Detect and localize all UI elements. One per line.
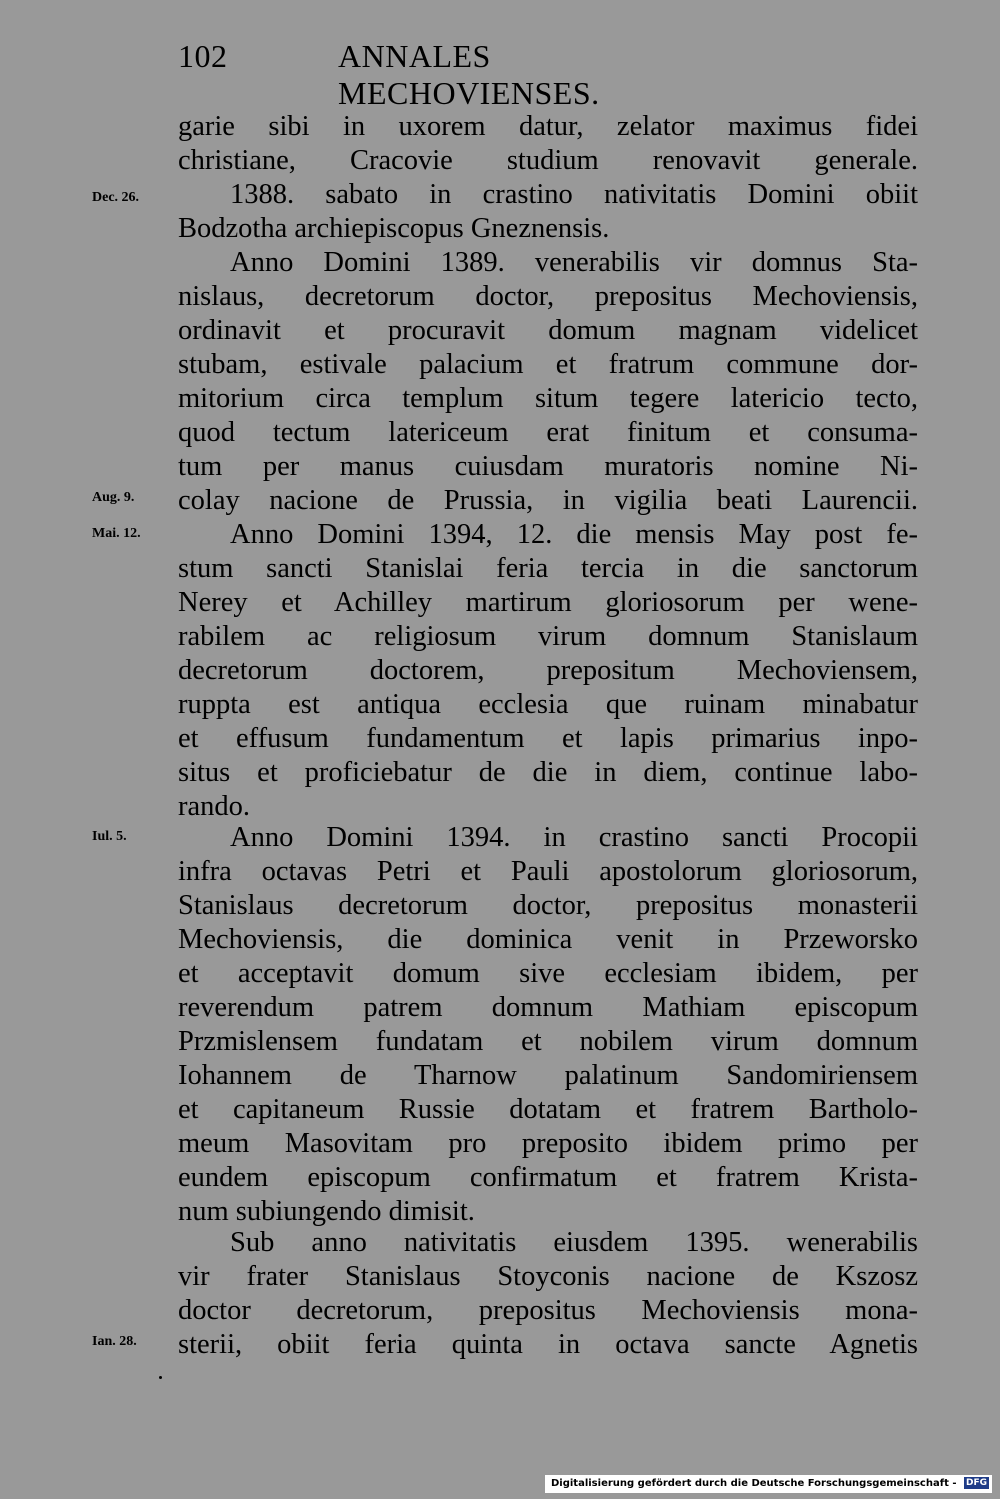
text-line: rando. [178, 791, 251, 822]
credit-text: Digitalisierung gefördert durch die Deutsche Forschungsgemeinschaft - [550, 1478, 957, 1489]
text-line: Mechoviensis, die dominica venit in Przeworsko [178, 924, 918, 955]
text-line: et effusum fundamentum et lapis primarius inpo- [178, 723, 918, 754]
text-line: mitorium circa templum situm tegere latericio tecto, [178, 383, 918, 414]
text-line: reverendum patrem domnum Mathiam episcopum [178, 992, 918, 1023]
text-line: num subiungendo dimisit. [178, 1196, 475, 1227]
text-line: Sub anno nativitatis eiusdem 1395. wenerabilis [230, 1227, 918, 1258]
text-line: vir frater Stanislaus Stoyconis nacione de Kszosz [178, 1261, 918, 1292]
text-line: Anno Domini 1394. in crastino sancti Procopii [230, 822, 918, 853]
margin-note: Aug. 9. [92, 490, 135, 505]
text-line: Przmislensem fundatam et nobilem virum domnum [178, 1026, 918, 1057]
digitization-credit [545, 1475, 992, 1493]
text-line: 1388. sabato in crastino nativitatis Domini obiit [230, 179, 918, 210]
text-line: Anno Domini 1389. venerabilis vir domnus Sta- [230, 247, 918, 278]
text-line: garie sibi in uxorem datur, zelator maximus fidei [178, 111, 918, 142]
page-header [178, 38, 738, 111]
text-line: infra octavas Petri et Pauli apostolorum gloriosorum, [178, 856, 918, 887]
dfg-logo: DFG [965, 1478, 987, 1488]
margin-note: Dec. 26. [92, 190, 140, 205]
running-title: ANNALES MECHOVIENSES. [338, 38, 600, 111]
text-line: Anno Domini 1394, 12. die mensis May post fe- [230, 519, 918, 550]
text-line: ordinavit et procuravit domum magnam videlicet [178, 315, 918, 346]
margin-note: Ian. 28. [92, 1334, 137, 1349]
text-line: stum sancti Stanislai feria tercia in die sanctorum [178, 553, 918, 584]
text-line: christiane, Cracovie studium renovavit generale. [178, 145, 918, 176]
text-line: doctor decretorum, prepositus Mechoviensis mona- [178, 1295, 918, 1326]
text-line: et acceptavit domum sive ecclesiam ibidem, per [178, 958, 918, 989]
text-line: Bodzotha archiepiscopus Gneznensis. [178, 213, 610, 244]
text-line: et capitaneum Russie dotatam et fratrem Bartholo- [178, 1094, 918, 1125]
margin-note: Iul. 5. [92, 829, 127, 844]
scan-speck [159, 1376, 162, 1379]
text-line: stubam, estivale palacium et fratrum commune dor- [178, 349, 918, 380]
text-line: colay nacione de Prussia, in vigilia beati Laurencii. [178, 485, 918, 516]
text-line: tum per manus cuiusdam muratoris nomine Ni- [178, 451, 918, 482]
text-line: Stanislaus decretorum doctor, prepositus monasterii [178, 890, 918, 921]
text-line: quod tectum latericeum erat finitum et consuma- [178, 417, 918, 448]
page-number: 102 [178, 38, 228, 74]
text-line: eundem episcopum confirmatum et fratrem Krista- [178, 1162, 918, 1193]
text-line: Nerey et Achilley martirum gloriosorum per wene- [178, 587, 918, 618]
text-line: decretorum doctorem, prepositum Mechoviensem, [178, 655, 918, 686]
text-line: ruppta est antiqua ecclesia que ruinam minabatur [178, 689, 918, 720]
text-line: Iohannem de Tharnow palatinum Sandomiriensem [178, 1060, 918, 1091]
text-line: sterii, obiit feria quinta in octava sancte Agnetis [178, 1329, 918, 1360]
margin-note: Mai. 12. [92, 526, 141, 541]
text-line: situs et proficiebatur de die in diem, continue labo- [178, 757, 918, 788]
text-line: rabilem ac religiosum virum domnum Stanislaum [178, 621, 918, 652]
text-line: meum Masovitam pro preposito ibidem primo per [178, 1128, 918, 1159]
text-line: nislaus, decretorum doctor, prepositus Mechoviensis, [178, 281, 918, 312]
